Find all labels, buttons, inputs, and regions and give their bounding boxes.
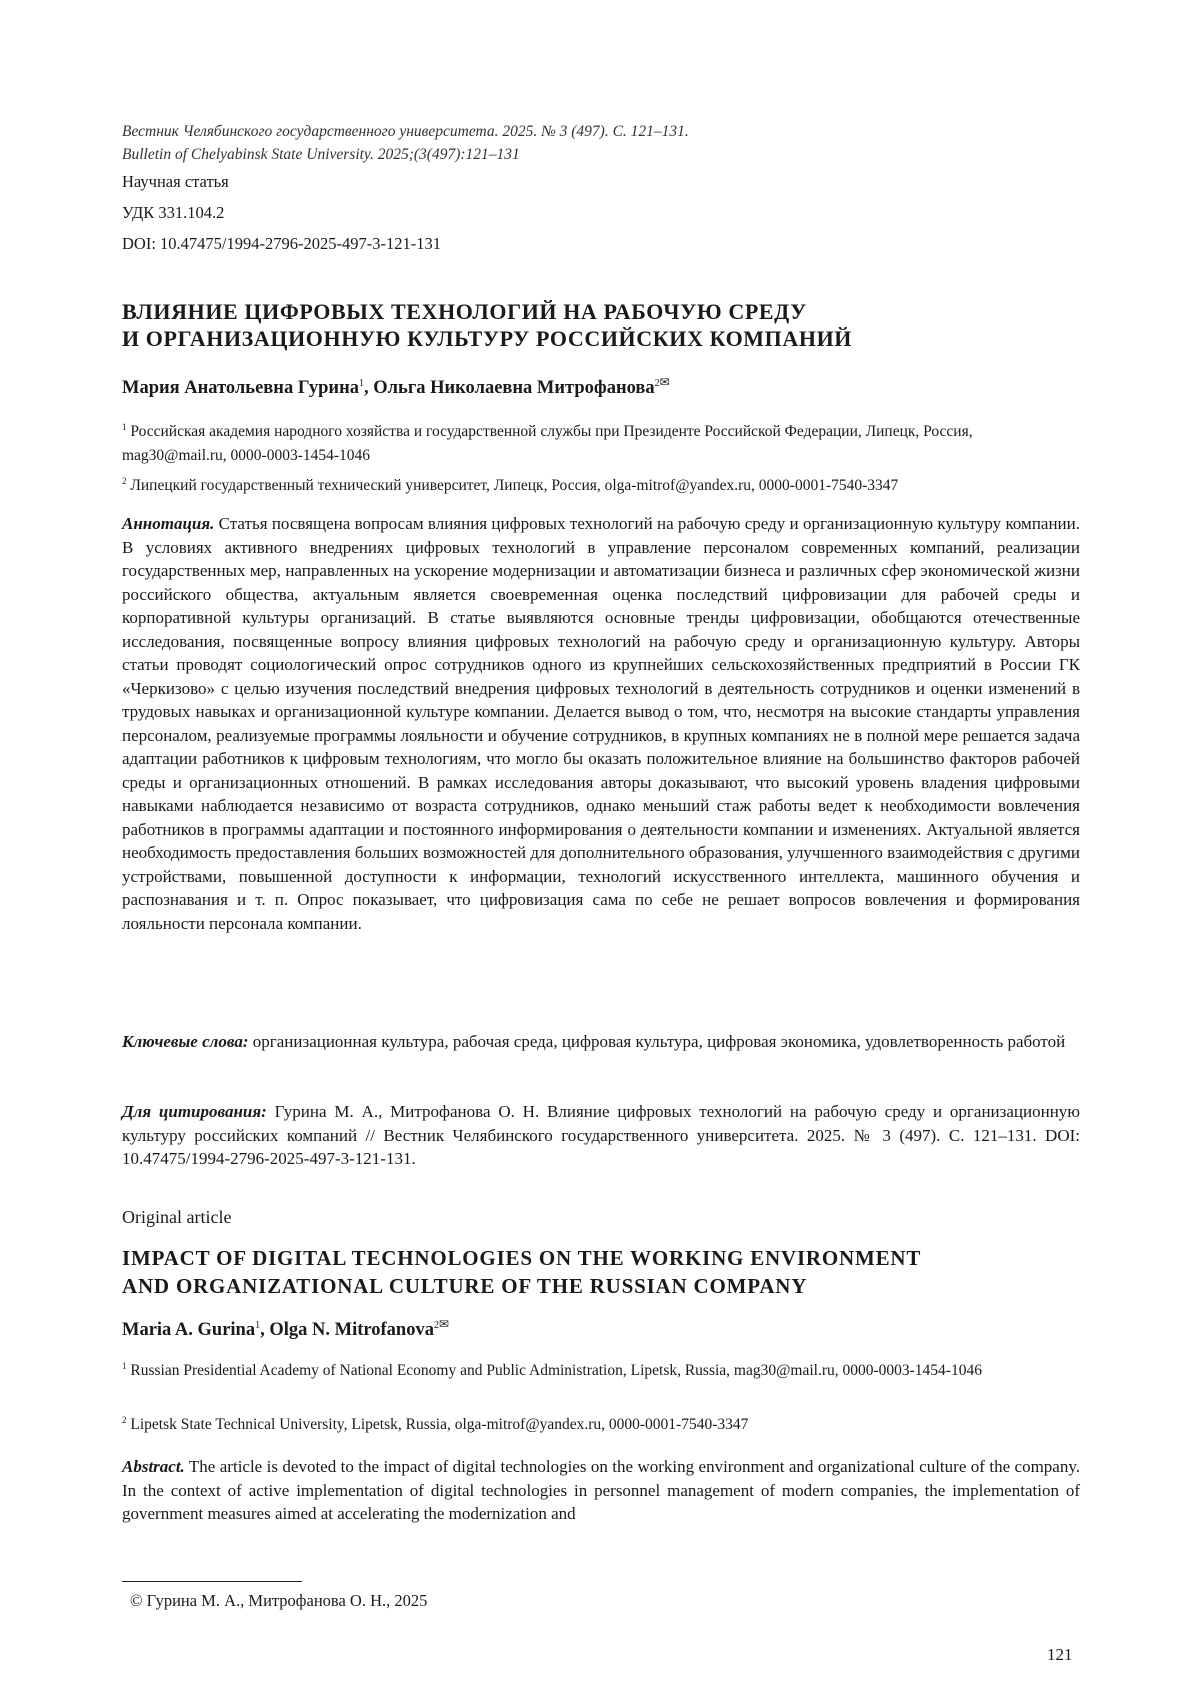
affiliation-num: 2	[122, 1415, 127, 1425]
journal-citation-ru: Вестник Челябинского государственного университета. 2025. № 3 (497). С. 121–131.	[122, 123, 689, 140]
affiliation-ru-2	[122, 469, 1078, 498]
affiliation-text: Russian Presidential Academy of National Economy and Public Administration, Lipetsk, Russia, mag30@mail.ru, 0000-0003-1454-1046	[130, 1362, 982, 1380]
author1-sup: 1	[359, 378, 365, 389]
affiliation-ru-1	[122, 415, 1078, 468]
envelope-icon: ✉	[438, 1317, 450, 1331]
affiliation-num: 1	[122, 1361, 127, 1371]
abstract-en-text: The article is devoted to the impact of digital technologies on the working environment and organizational culture of the company. In the context of active implementation of digital technologies in personnel management of modern companies, the implementation of government measures aimed at accelerating the modernization and	[122, 1457, 1080, 1523]
affiliation-text: Липецкий государственный технический университет, Липецк, Россия, olga-mitrof@yandex.ru, 0000-0001-7540-3347	[130, 477, 899, 495]
article-type-en: Original article	[122, 1207, 232, 1227]
author1-ru: Мария Анатольевна Гурина	[122, 378, 360, 399]
footnote-divider	[122, 1581, 302, 1582]
citation-ru-label: Для цитирования:	[122, 1102, 267, 1121]
abstract-en	[122, 1455, 1080, 1526]
affiliation-en-1	[122, 1354, 1078, 1383]
abstract-ru-text: Статья посвящена вопросам влияния цифровых технологий на рабочую среду и организационную культуру компании. В условиях активного внедрениях цифровых технологий в управление персоналом современных компаний, реализации государственных мер, направленных на ускорение модернизации и автоматизации бизнеса и различных сфер экономической жизни российского общества, актуальным является своевременная оценка последствий цифровизации для рабочей среды и корпоративной культуры организаций. В статье выявляются основные тренды цифровизации, обобщаются отечественные исследования, посвященные вопросу влияния цифровых технологий на рабочую среду и организационную культуру. Авторы статьи проводят социологический опрос сотрудников одного из крупнейших сельскохозяйственных предприятий в России ГК «Черкизово» с целью изучения последствий внедрения цифровых технологий в деятельность сотрудников и оценки изменений в трудовых навыках и организационной культуре компании. Делается вывод о том, что, несмотря на высокие стандарты управления персоналом, реализуемые программы лояльности и обучение сотрудников, в крупных компаниях не в полной мере решается задача адаптации работников к цифровым технологиям, что могло бы оказать положительное влияние на большинство факторов рабочей среды и организационных отношений. В рамках исследования авторы доказывают, что высокий уровень владения цифровыми навыками наблюдается независимо от возраста сотрудников, однако меньший стаж работы ведет к необходимости вовлечения работников в программы адаптации и постоянного информирования о деятельности компании и изменениях. Актуальной является необходимость предоставления больших возможностей для дополнительного образования, улучшенного взаимодействия с другими устройствами, повышенной доступности к информации, технологий искусственного интеллекта, машинного обучения и распознавания и т. п. Опрос показывает, что цифровизация сама по себе не решает вопросов вовлечения и формирования лояльности персонала компании.	[122, 514, 1080, 933]
authors-separator: ,	[364, 378, 374, 399]
title-ru-line1: ВЛИЯНИЕ ЦИФРОВЫХ ТЕХНОЛОГИЙ НА РАБОЧУЮ СРЕДУ	[122, 299, 807, 324]
author2-ru: Ольга Николаевна Митрофанова	[373, 378, 655, 399]
abstract-ru-label: Аннотация.	[122, 514, 215, 533]
journal-header	[122, 120, 1080, 166]
authors-ru	[122, 371, 670, 399]
affiliation-en-2	[122, 1408, 1078, 1437]
title-ru	[122, 298, 1080, 352]
author2-en: Olga N. Mitrofanova	[269, 1320, 434, 1341]
title-ru-line2: И ОРГАНИЗАЦИОННУЮ КУЛЬТУРУ РОССИЙСКИХ КОМПАНИЙ	[122, 326, 852, 351]
author2-sup: 2	[654, 378, 660, 389]
author1-en: Maria A. Gurina	[122, 1320, 256, 1341]
abstract-ru	[122, 512, 1080, 935]
affiliation-num: 1	[122, 422, 127, 432]
article-type-ru: Научная статья	[122, 172, 229, 191]
affiliation-text: Российская академия народного хозяйства и государственной службы при Президенте Российской Федерации, Липецк, Россия, mag30@mail.ru, 0000-0003-1454-1046	[122, 423, 973, 465]
keywords-ru	[122, 1030, 1080, 1054]
title-en-line1: IMPACT OF DIGITAL TECHNOLOGIES ON THE WORKING ENVIRONMENT	[122, 1246, 922, 1270]
citation-ru	[122, 1100, 1080, 1171]
journal-citation-en: Bulletin of Chelyabinsk State University. 2025;(3(497):121–131	[122, 146, 520, 163]
title-en-line2: AND ORGANIZATIONAL CULTURE OF THE RUSSIAN COMPANY	[122, 1274, 808, 1298]
doi: DOI: 10.47475/1994-2796-2025-497-3-121-131	[122, 234, 441, 253]
title-en	[122, 1244, 1080, 1300]
author2-sup: 2	[433, 1320, 439, 1331]
citation-ru-text: Гурина М. А., Митрофанова О. Н. Влияние цифровых технологий на рабочую среду и организационную культуру российских компаний // Вестник Челябинского государственного университета. 2025. № 3 (497). С. 121–131. DOI: 10.47475/1994-2796-2025-497-3-121-131.	[122, 1102, 1080, 1168]
affiliation-num: 2	[122, 476, 127, 486]
copyright: © Гурина М. А., Митрофанова О. Н., 2025	[130, 1591, 428, 1610]
authors-en	[122, 1313, 449, 1341]
envelope-icon: ✉	[659, 375, 670, 389]
author1-sup: 1	[255, 1320, 261, 1331]
affiliation-text: Lipetsk State Technical University, Lipetsk, Russia, olga-mitrof@yandex.ru, 0000-0001-7540-3347	[130, 1416, 749, 1434]
abstract-en-label: Abstract.	[122, 1457, 185, 1476]
page-number: 121	[1047, 1645, 1073, 1664]
authors-separator: ,	[260, 1320, 270, 1341]
keywords-ru-label: Ключевые слова:	[122, 1032, 249, 1051]
keywords-ru-text: организационная культура, рабочая среда, цифровая культура, цифровая экономика, удовлетворенность работой	[252, 1032, 1066, 1051]
udc: УДК 331.104.2	[122, 203, 225, 222]
